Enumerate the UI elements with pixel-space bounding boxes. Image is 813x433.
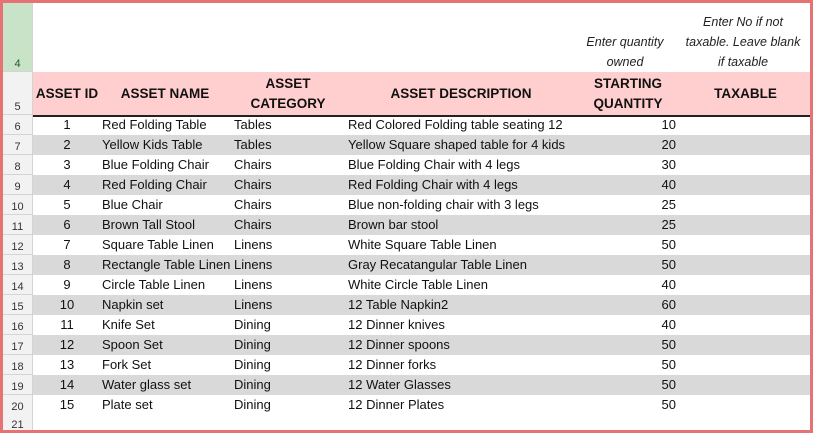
taxable-cell[interactable] xyxy=(683,155,808,175)
header-starting-quantity[interactable] xyxy=(578,74,678,114)
column-header-row xyxy=(33,72,813,117)
row-header[interactable] xyxy=(3,355,33,375)
starting-quantity-cell[interactable]: 20 xyxy=(661,137,676,152)
row-number: 10 xyxy=(11,201,24,213)
table-row xyxy=(33,195,813,215)
asset-id-cell[interactable]: 8 xyxy=(63,257,71,272)
asset-name-cell[interactable]: Plate set xyxy=(102,397,153,412)
asset-category-cell[interactable]: Chairs xyxy=(234,197,272,212)
asset-name-cell[interactable]: Fork Set xyxy=(102,357,152,372)
asset-name-cell[interactable]: Rectangle Table Linen xyxy=(102,257,231,272)
taxable-hint-line: if taxable xyxy=(717,55,769,69)
asset-category-cell[interactable]: Dining xyxy=(234,377,271,392)
asset-name-cell[interactable]: Spoon Set xyxy=(102,337,163,352)
table-row xyxy=(33,355,813,375)
row-header[interactable] xyxy=(3,135,33,155)
taxable-cell[interactable] xyxy=(683,195,808,215)
starting-quantity-cell[interactable]: 50 xyxy=(661,257,676,272)
asset-id-cell[interactable]: 2 xyxy=(63,137,71,152)
row-number: 21 xyxy=(11,419,24,431)
row-header-5[interactable] xyxy=(3,72,33,115)
taxable-cell[interactable] xyxy=(683,315,808,335)
starting-quantity-cell[interactable]: 60 xyxy=(661,297,676,312)
starting-quantity-cell[interactable]: 25 xyxy=(661,217,676,232)
asset-id-cell[interactable]: 9 xyxy=(63,277,71,292)
asset-description-cell[interactable]: White Square Table Linen xyxy=(348,237,497,252)
asset-id-cell[interactable]: 3 xyxy=(63,157,71,172)
starting-quantity-cell[interactable]: 50 xyxy=(661,397,676,412)
asset-name-cell[interactable]: Red Folding Table xyxy=(102,117,207,132)
table-row xyxy=(33,375,813,395)
row-header[interactable] xyxy=(3,335,33,355)
header-line: CATEGORY xyxy=(250,96,326,111)
asset-name-cell[interactable]: Yellow Kids Table xyxy=(102,137,203,152)
row-header[interactable] xyxy=(3,155,33,175)
starting-quantity-cell[interactable]: 50 xyxy=(661,377,676,392)
row-number: 9 xyxy=(14,181,21,193)
taxable-cell[interactable] xyxy=(683,235,808,255)
starting-quantity-cell[interactable]: 50 xyxy=(661,357,676,372)
asset-category-cell[interactable]: Linens xyxy=(234,297,273,312)
table-row xyxy=(33,215,813,235)
asset-description-cell[interactable]: 12 Water Glasses xyxy=(348,377,451,392)
asset-category-cell[interactable]: Linens xyxy=(234,257,273,272)
starting-quantity-cell[interactable]: 50 xyxy=(661,237,676,252)
row-header[interactable] xyxy=(3,375,33,395)
asset-category-cell[interactable]: Tables xyxy=(234,137,272,152)
row-header[interactable] xyxy=(3,175,33,195)
asset-description-cell[interactable]: 12 Dinner forks xyxy=(348,357,437,372)
row-number: 13 xyxy=(11,261,24,273)
asset-name-cell[interactable]: Square Table Linen xyxy=(102,237,214,252)
taxable-cell[interactable] xyxy=(683,115,808,135)
row-number: 11 xyxy=(11,221,24,233)
row-number: 16 xyxy=(11,321,24,333)
asset-category-cell[interactable]: Dining xyxy=(234,317,271,332)
asset-id-cell[interactable]: 14 xyxy=(59,377,75,392)
row-number: 15 xyxy=(11,301,24,313)
asset-category-cell[interactable]: Chairs xyxy=(234,217,272,232)
taxable-cell[interactable] xyxy=(683,135,808,155)
asset-id-cell[interactable]: 7 xyxy=(63,237,71,252)
row-number: 6 xyxy=(14,121,21,133)
starting-quantity-cell[interactable]: 30 xyxy=(661,157,676,172)
header-line: ASSET xyxy=(265,76,311,91)
taxable-cell[interactable] xyxy=(683,375,808,395)
asset-name-cell[interactable]: Blue Folding Chair xyxy=(102,157,209,172)
row-number: 19 xyxy=(11,381,24,393)
header-asset-id[interactable]: ASSET ID xyxy=(35,86,99,101)
row-number: 12 xyxy=(11,241,24,253)
table-row xyxy=(33,255,813,275)
header-taxable[interactable]: TAXABLE xyxy=(714,86,777,101)
asset-id-cell[interactable]: 1 xyxy=(63,117,71,132)
asset-id-cell[interactable]: 11 xyxy=(60,317,74,332)
taxable-hint-line: Enter No if not xyxy=(703,15,783,29)
row-header[interactable] xyxy=(3,315,33,335)
taxable-cell[interactable] xyxy=(683,215,808,235)
starting-quantity-cell[interactable]: 10 xyxy=(661,117,676,132)
row-header[interactable] xyxy=(3,275,33,295)
header-line: STARTING xyxy=(594,76,662,91)
quantity-hint-line: Enter quantity xyxy=(586,35,664,49)
asset-category-cell[interactable]: Dining xyxy=(234,357,271,372)
asset-name-cell[interactable]: Brown Tall Stool xyxy=(102,217,195,232)
asset-description-cell[interactable]: Blue Folding Chair with 4 legs xyxy=(348,157,520,172)
table-row xyxy=(33,155,813,175)
starting-quantity-cell[interactable]: 25 xyxy=(661,197,676,212)
asset-category-cell[interactable]: Chairs xyxy=(234,177,272,192)
taxable-cell[interactable] xyxy=(683,255,808,275)
row-header[interactable] xyxy=(3,195,33,215)
asset-description-cell[interactable]: Blue non-folding chair with 3 legs xyxy=(348,197,539,212)
asset-description-cell[interactable]: 12 Table Napkin2 xyxy=(348,297,449,312)
row-number: 18 xyxy=(11,361,24,373)
table-row xyxy=(33,235,813,255)
starting-quantity-cell[interactable]: 40 xyxy=(661,177,676,192)
asset-name-cell[interactable]: Napkin set xyxy=(102,297,164,312)
taxable-cell[interactable] xyxy=(683,355,808,375)
asset-category-cell[interactable]: Dining xyxy=(234,337,271,352)
asset-description-cell[interactable]: Red Colored Folding table seating 12 xyxy=(348,117,563,132)
table-row xyxy=(33,135,813,155)
taxable-cell[interactable] xyxy=(683,335,808,355)
row-header-4[interactable] xyxy=(3,3,33,72)
asset-id-cell[interactable]: 5 xyxy=(63,197,71,212)
asset-category-cell[interactable]: Dining xyxy=(234,397,271,412)
taxable-cell[interactable] xyxy=(683,395,808,415)
taxable-cell[interactable] xyxy=(683,275,808,295)
quantity-hint-line: owned xyxy=(606,55,644,69)
asset-description-cell[interactable]: Gray Recatangular Table Linen xyxy=(348,257,527,272)
taxable-cell[interactable] xyxy=(683,175,808,195)
table-row xyxy=(33,315,813,335)
asset-description-cell[interactable]: Red Folding Chair with 4 legs xyxy=(348,177,518,192)
row-number: 5 xyxy=(14,101,21,113)
row-header[interactable] xyxy=(3,235,33,255)
asset-id-cell[interactable]: 12 xyxy=(59,337,75,352)
row-header[interactable] xyxy=(3,255,33,275)
asset-name-cell[interactable]: Water glass set xyxy=(102,377,192,392)
table-row xyxy=(33,175,813,195)
asset-id-cell[interactable]: 13 xyxy=(59,357,75,372)
table-row xyxy=(33,395,813,415)
asset-id-cell[interactable]: 10 xyxy=(59,297,75,312)
asset-description-cell[interactable]: 12 Dinner Plates xyxy=(348,397,445,412)
asset-name-cell[interactable]: Knife Set xyxy=(102,317,155,332)
asset-category-cell[interactable]: Linens xyxy=(234,237,273,252)
table-row xyxy=(33,295,813,315)
header-line: QUANTITY xyxy=(593,96,663,111)
starting-quantity-cell[interactable]: 50 xyxy=(661,337,676,352)
starting-quantity-cell[interactable]: 40 xyxy=(661,317,676,332)
asset-category-cell[interactable]: Linens xyxy=(234,277,273,292)
row-header[interactable] xyxy=(3,295,33,315)
row-number: 7 xyxy=(14,141,21,153)
asset-description-cell[interactable]: 12 Dinner knives xyxy=(348,317,445,332)
row-header[interactable] xyxy=(3,115,33,135)
asset-name-cell[interactable]: Red Folding Chair xyxy=(102,177,207,192)
taxable-cell[interactable] xyxy=(683,295,808,315)
starting-quantity-cell[interactable]: 40 xyxy=(661,277,676,292)
taxable-hint xyxy=(675,12,811,72)
asset-description-cell[interactable]: Brown bar stool xyxy=(348,217,439,232)
row-number: 20 xyxy=(11,401,24,413)
quantity-hint xyxy=(575,32,675,72)
asset-id-cell[interactable]: 15 xyxy=(59,397,75,412)
header-asset-name[interactable]: ASSET NAME xyxy=(120,86,210,101)
asset-name-cell[interactable]: Blue Chair xyxy=(102,197,163,212)
row-number: 8 xyxy=(14,161,21,173)
asset-description-cell[interactable]: White Circle Table Linen xyxy=(348,277,488,292)
row-number: 14 xyxy=(11,281,24,293)
row-header-21[interactable] xyxy=(3,413,33,433)
table-row xyxy=(33,335,813,355)
header-asset-category[interactable] xyxy=(230,74,346,114)
table-row xyxy=(33,115,813,135)
row-header[interactable] xyxy=(3,395,33,415)
row-number: 4 xyxy=(14,58,21,70)
taxable-hint-line: taxable. Leave blank xyxy=(685,35,801,49)
asset-id-cell[interactable]: 4 xyxy=(63,177,71,192)
header-asset-description[interactable]: ASSET DESCRIPTION xyxy=(390,86,532,101)
asset-name-cell[interactable]: Circle Table Linen xyxy=(102,277,206,292)
asset-description-cell[interactable]: Yellow Square shaped table for 4 kids xyxy=(348,137,566,152)
asset-id-cell[interactable]: 6 xyxy=(63,217,71,232)
row-header[interactable] xyxy=(3,215,33,235)
row-number: 17 xyxy=(11,341,24,353)
asset-category-cell[interactable]: Tables xyxy=(234,117,272,132)
asset-category-cell[interactable]: Chairs xyxy=(234,157,272,172)
table-row xyxy=(33,275,813,295)
asset-description-cell[interactable]: 12 Dinner spoons xyxy=(348,337,450,352)
